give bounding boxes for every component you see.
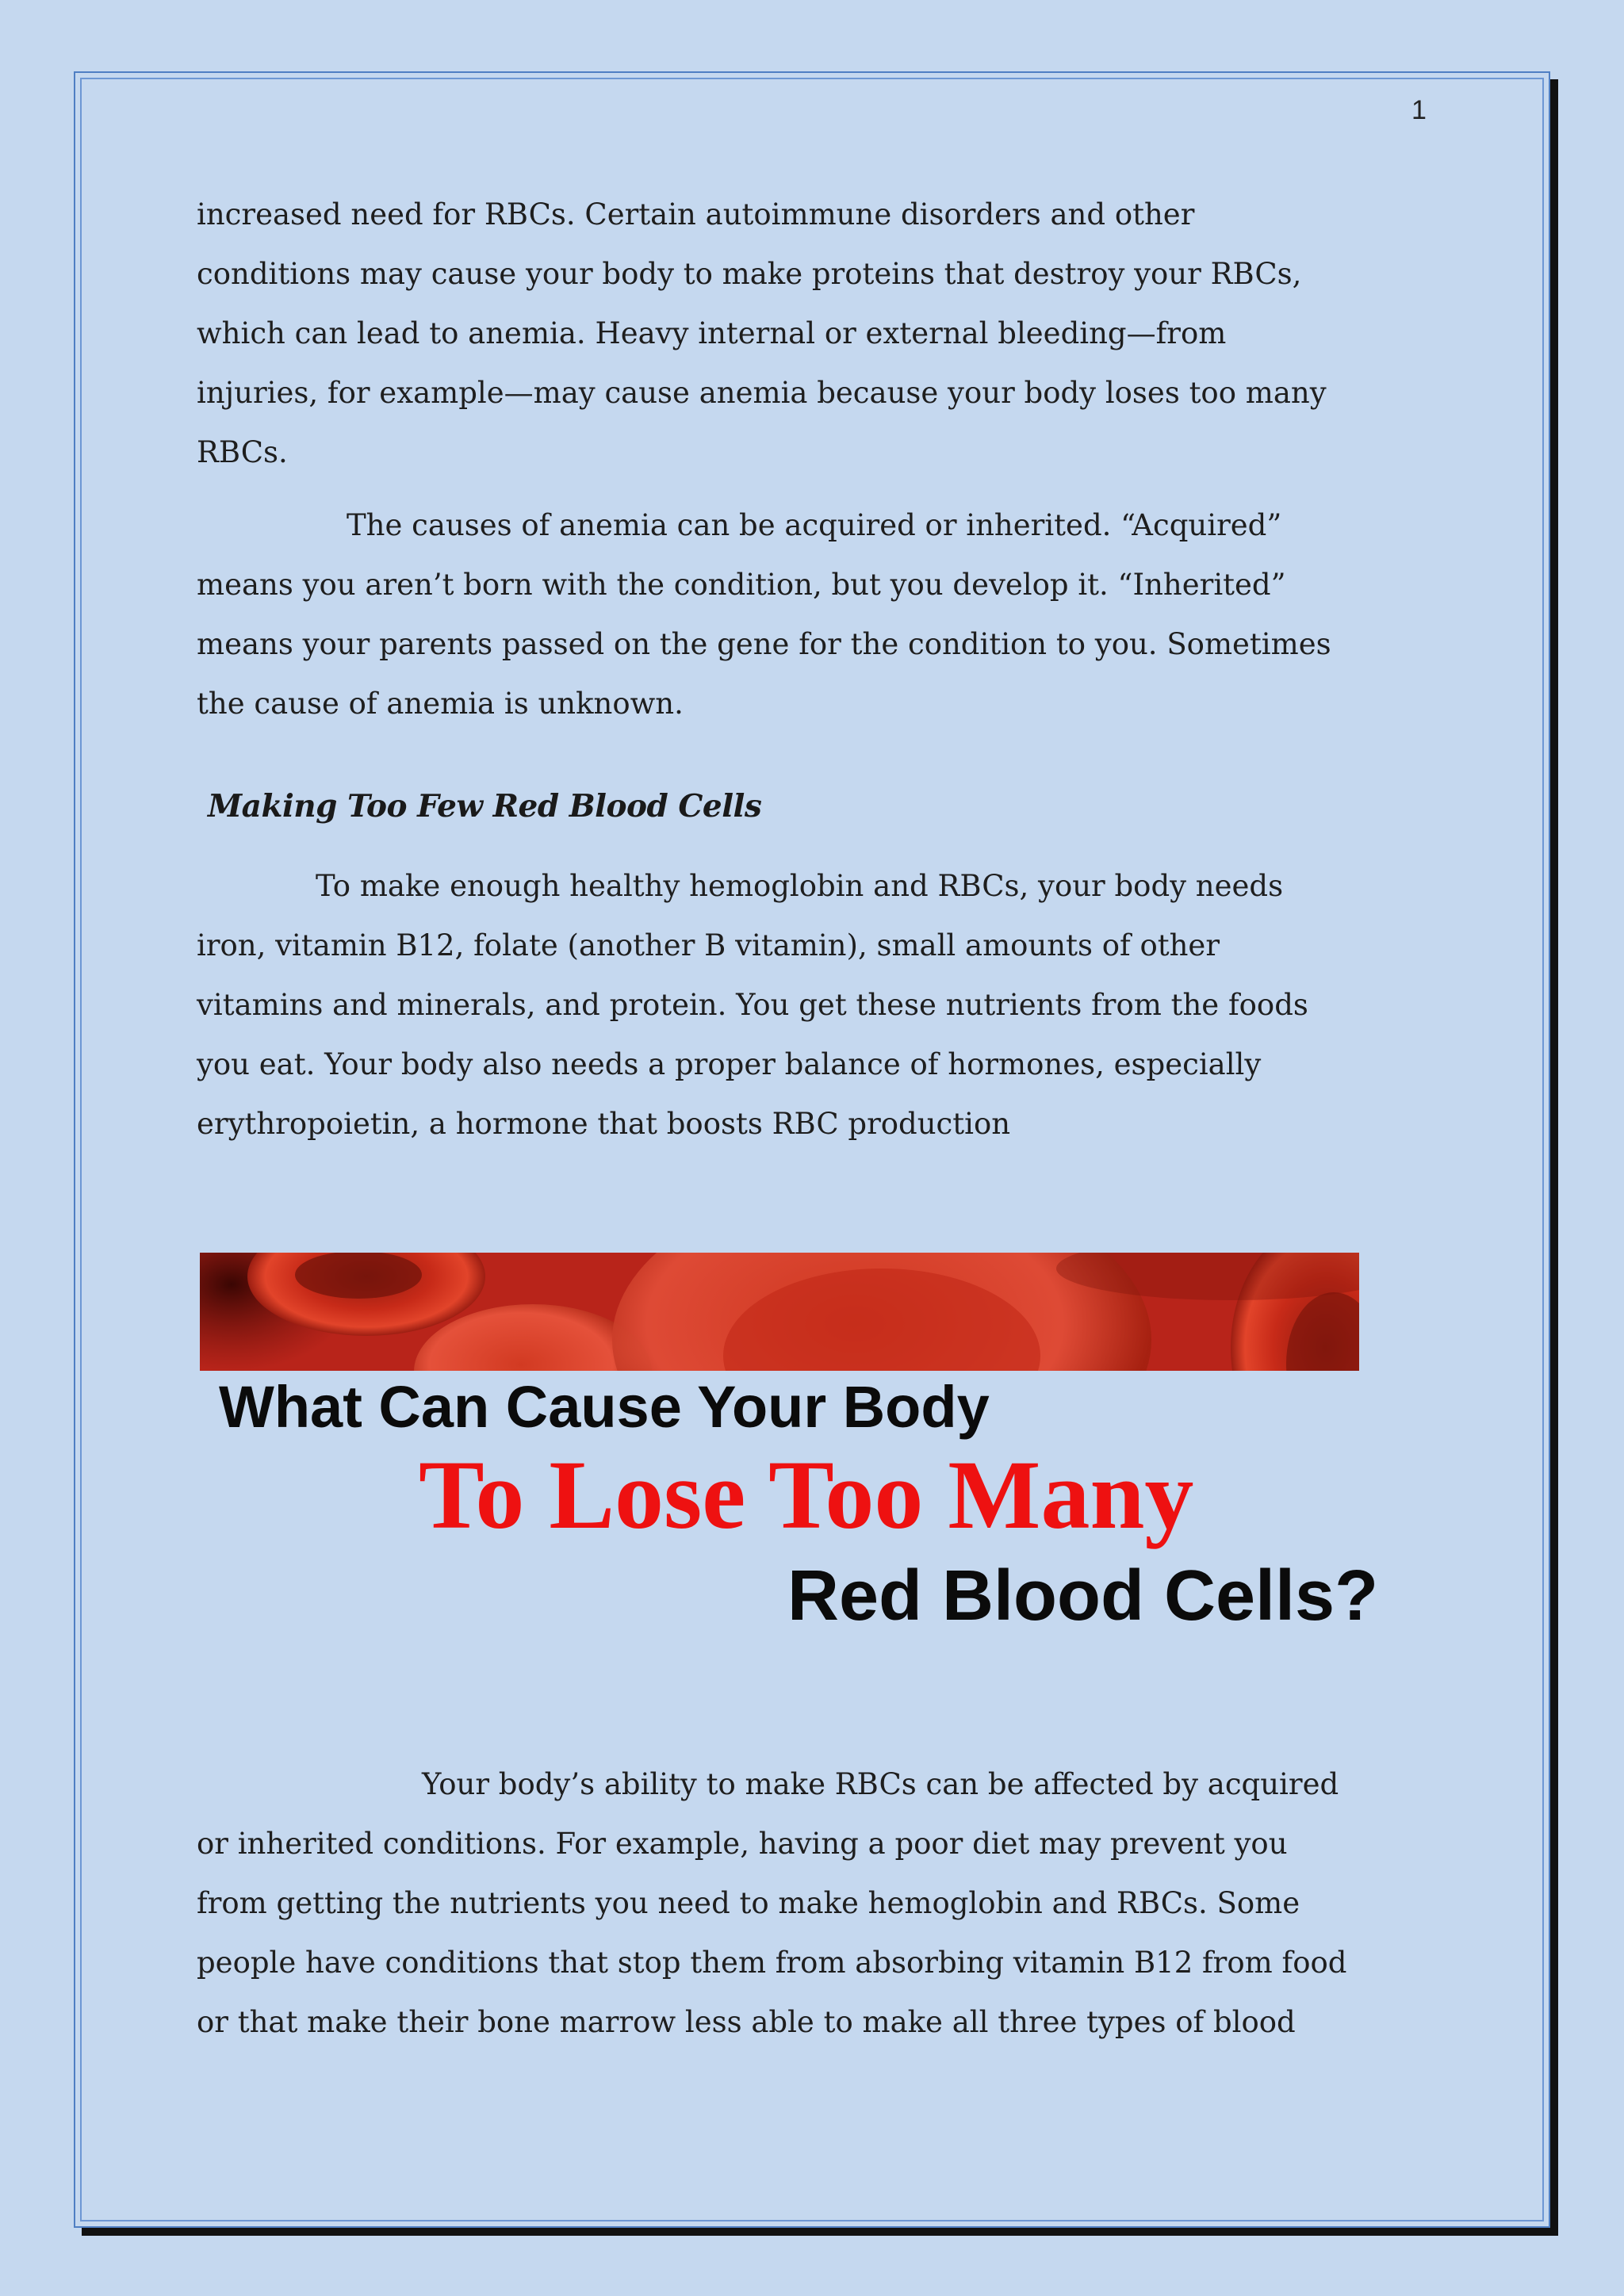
text-line: means your parents passed on the gene for the condition to you. Sometimes [197,627,1331,661]
paragraph-autoimmune-bleeding [197,185,1434,482]
red-blood-cells-banner-image [200,1253,1359,1371]
paragraph-ability-to-make-rbcs [197,1755,1434,2052]
text-line: or inherited conditions. For example, having a poor diet may prevent you [197,1827,1288,1861]
page-number: 1 [1411,95,1427,125]
text-line: you eat. Your body also needs a proper balance of hormones, especially [197,1047,1262,1081]
text-line: the cause of anemia is unknown. [197,687,684,721]
text-line: which can lead to anemia. Heavy internal or external bleeding—from [197,316,1227,350]
headline-line-3: Red Blood Cells? [787,1556,1379,1636]
text-line: RBCs. [197,435,288,469]
text-line: erythropoietin, a hormone that boosts RBC production [197,1107,1011,1141]
headline-line-2: To Lose Too Many [419,1441,1194,1549]
blood-cells-illustration [200,1253,1359,1371]
text-line: To make enough healthy hemoglobin and RBCs, your body needs [316,869,1284,903]
text-line: people have conditions that stop them from absorbing vitamin B12 from food [197,1946,1347,1980]
text-line: vitamins and minerals, and protein. You get these nutrients from the foods [197,988,1308,1022]
text-line: iron, vitamin B12, folate (another B vitamin), small amounts of other [197,928,1220,962]
text-line: means you aren’t born with the condition, but you develop it. “Inherited” [197,568,1286,602]
text-line: Your body’s ability to make RBCs can be affected by acquired [422,1767,1339,1801]
paragraph-acquired-inherited [197,496,1434,733]
text-line: injuries, for example—may cause anemia because your body loses too many [197,376,1327,410]
section-subheading: Making Too Few Red Blood Cells [208,788,762,825]
text-line: or that make their bone marrow less able to make all three types of blood [197,2005,1296,2039]
headline-line-1: What Can Cause Your Body [219,1374,990,1440]
text-line: from getting the nutrients you need to make hemoglobin and RBCs. Some [197,1886,1300,1920]
text-line: The causes of anemia can be acquired or inherited. “Acquired” [347,508,1282,542]
text-line: increased need for RBCs. Certain autoimmune disorders and other [197,197,1195,232]
paragraph-nutrients [197,856,1434,1154]
text-line: conditions may cause your body to make proteins that destroy your RBCs, [197,257,1302,291]
